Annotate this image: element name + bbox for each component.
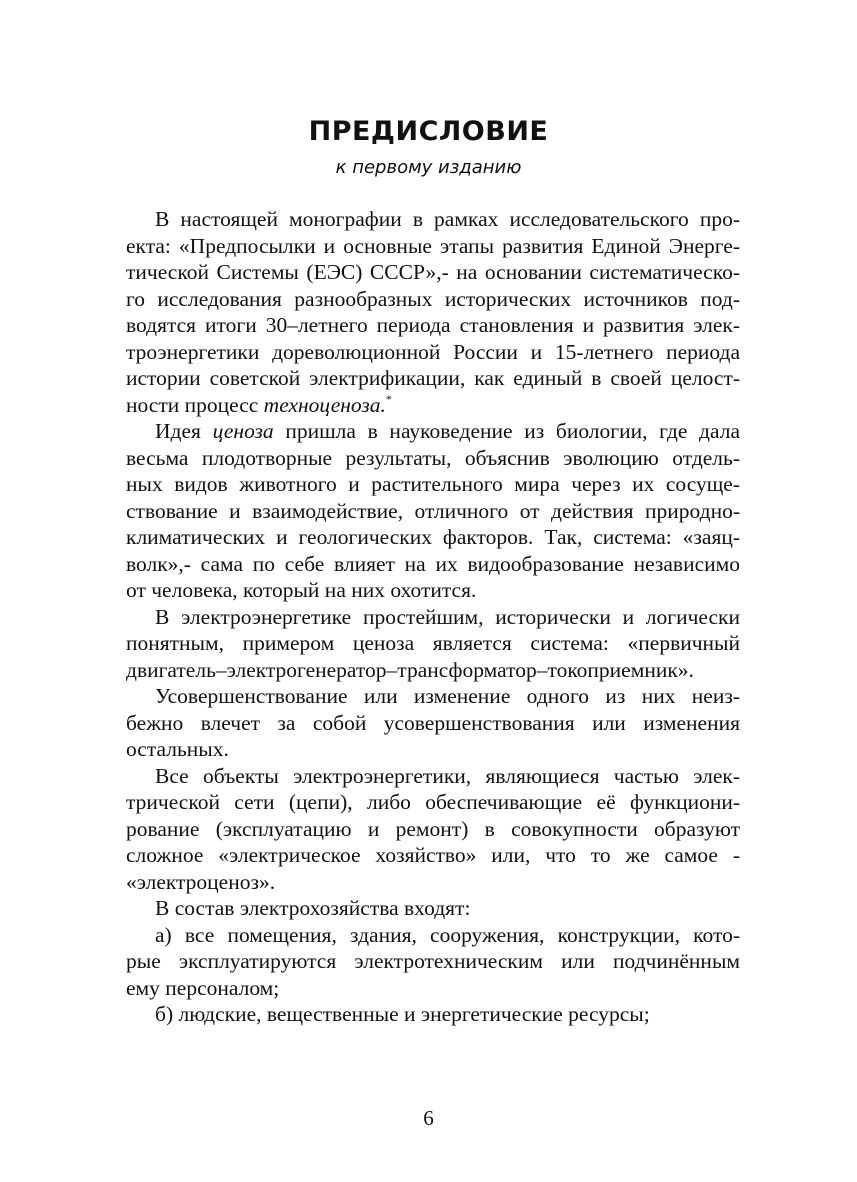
text-line — [126, 392, 740, 419]
text-line: Усовершенствование или изменение одного из них неиз- — [155, 684, 740, 708]
paragraph — [126, 683, 740, 763]
text-line: В настоящей монографии в рамках исследовательского про- — [155, 207, 740, 231]
paragraph — [126, 418, 740, 604]
paragraph — [126, 922, 740, 1002]
text-line: В электроэнергетике простейшим, исторически и логически — [155, 604, 740, 629]
text-line: сложное «электрическое хозяйство» или, что то же самое - — [126, 843, 740, 867]
text-fragment: пришла в науковедение из биологии, где дала — [273, 419, 741, 443]
text-line: климатических и геологических факторов. Так, система: «заяц- — [126, 525, 740, 549]
paragraph — [126, 1001, 740, 1028]
page-subtitle: к первому изданию — [335, 157, 522, 178]
body-text — [126, 206, 740, 1028]
text-line — [126, 418, 740, 445]
text-line: двигатель–электрогенератор–трансформатор–токоприемник». — [126, 657, 694, 682]
text-line: трической сети (цепи), либо обеспечивающие её функциони- — [126, 790, 740, 814]
text-line: рые эксплуатируются электротехническим или подчинённым — [126, 949, 740, 973]
text-line: Все объекты электроэнергетики, являющиеся частью элек- — [155, 763, 740, 788]
text-line: бежно влечет за собой усовершенствования или изменения — [126, 710, 740, 735]
text-line: от человека, который на них охотится. — [126, 578, 477, 602]
text-line: понятным, примером ценоза является система: «первичный — [126, 631, 740, 655]
text-line: троэнергетики дореволюционной России и 15-летнего периода — [126, 339, 740, 364]
text-line: ствование и взаимодействие, отличного от действия природно- — [126, 498, 740, 523]
footnote-marker[interactable]: * — [385, 391, 392, 406]
paragraph — [126, 763, 740, 896]
text-fragment: Идея — [155, 419, 213, 443]
text-line: водятся итоги 30–летнего периода становления и развития элек- — [126, 313, 740, 337]
text-line: остальных. — [126, 737, 229, 761]
text-line: ных видов животного и растительного мира через их сосуще- — [126, 472, 740, 496]
paragraph — [126, 604, 740, 684]
text-line: б) людские, вещественные и энергетические ресурсы; — [155, 1002, 650, 1026]
text-line: «электроценоз». — [126, 869, 276, 894]
page-title: ПРЕДИСЛОВИЕ — [308, 116, 549, 147]
paragraph — [126, 895, 740, 922]
text-line: тической Системы (ЕЭС) СССР»,- на основании систематическо- — [126, 260, 740, 284]
text-line: весьма плодотворные результаты, объяснив эволюцию отдель- — [126, 445, 740, 470]
italic-term: техноценоза. — [263, 392, 386, 417]
text-line: а) все помещения, здания, сооружения, конструкции, кото- — [155, 922, 740, 947]
text-line: волк»,- сама по себе влияет на их видообразование независимо — [126, 551, 740, 576]
italic-term: ценоза — [212, 419, 274, 443]
text-fragment: ности процесс — [126, 392, 264, 417]
text-line: го исследования разнообразных исторических источников под- — [126, 286, 740, 311]
text-line: ему персоналом; — [126, 975, 280, 1000]
text-line: В состав электрохозяйства входят: — [155, 896, 471, 920]
text-line: рование (эксплуатацию и ремонт) в совокупности образуют — [126, 816, 740, 841]
paragraph — [126, 206, 740, 418]
text-line: истории советской электрификации, как единый в своей целост- — [126, 366, 740, 390]
page-number: 6 — [423, 1106, 434, 1130]
text-line: екта: «Предпосылки и основные этапы развития Единой Энерге- — [126, 233, 740, 258]
